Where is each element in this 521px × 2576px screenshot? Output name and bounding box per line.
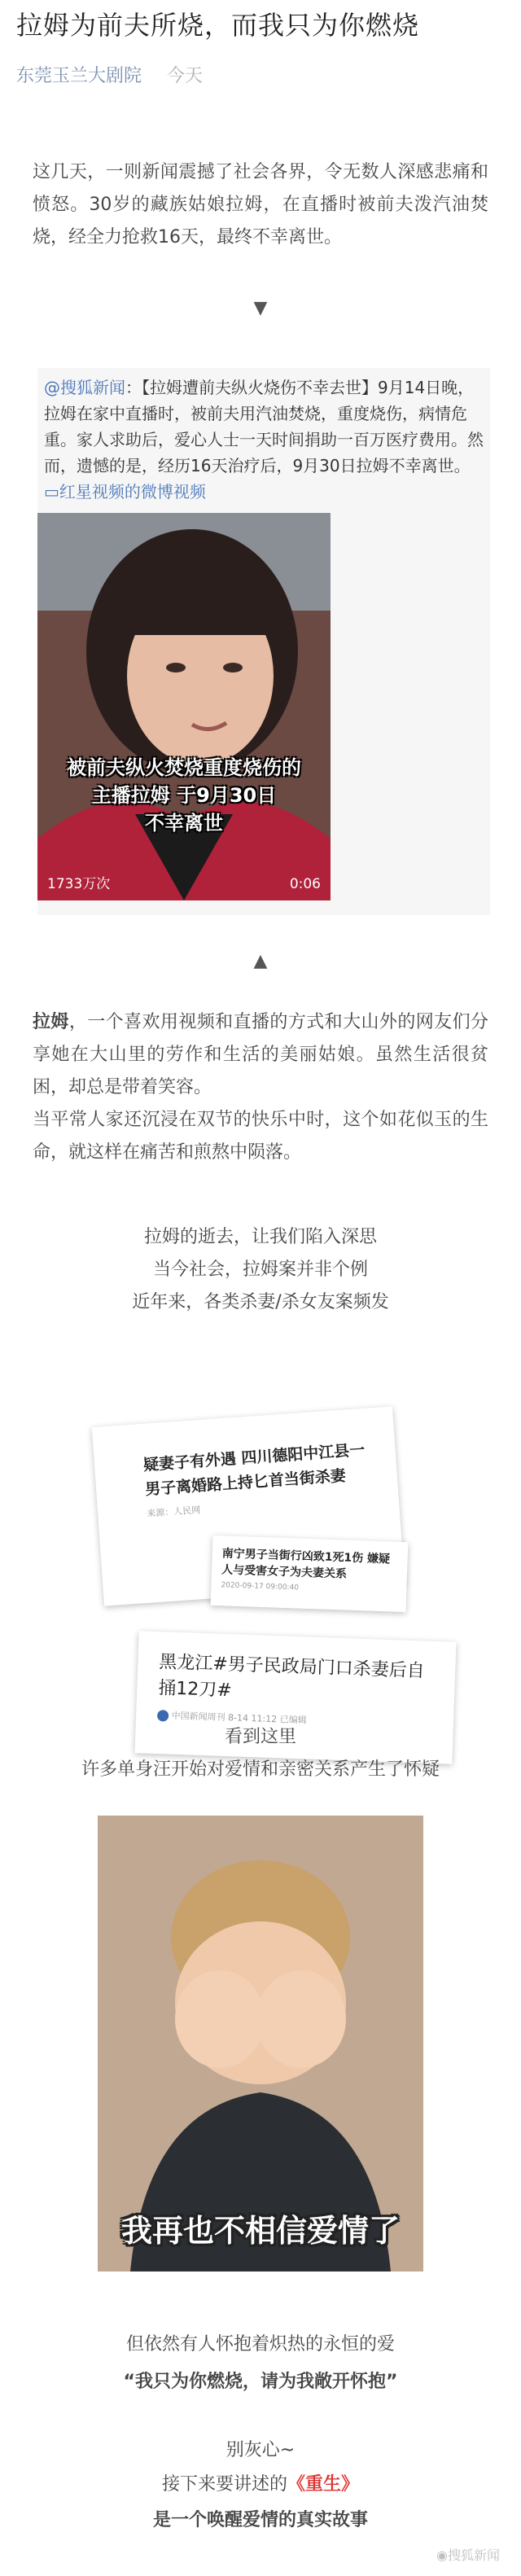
weibo-logo-icon: ◉ [436, 2548, 448, 2563]
news-clip-title: 南宁男子当街行凶致1死1伤 嫌疑人与受害女子为夫妻关系 [221, 1547, 391, 1581]
closing-text: 接下来要讲述的 [161, 2474, 287, 2495]
weibo-source-link[interactable]: @搜狐新闻 [44, 378, 125, 397]
news-avatar-icon [157, 1710, 169, 1721]
arrow-up-icon: ▲ [253, 951, 268, 971]
closing-line-1: 但依然有人怀抱着炽热的永恒的爱 [125, 2334, 395, 2355]
story-title: 《重生》 [287, 2474, 360, 2495]
watermark-text: 搜狐新闻 [447, 2548, 500, 2563]
meme-image [98, 1816, 423, 2272]
reflection-block [0, 1221, 521, 1319]
arrow-down-icon: ▼ [253, 298, 268, 318]
crying-child-illustration [98, 1816, 423, 2272]
meme-caption: 我再也不相信爱情了 [120, 2213, 400, 2249]
news-clip-title: 疑妻子有外遇 四川德阳中江县一男子离婚路上持匕首当街杀妻 [142, 1440, 366, 1499]
video-player[interactable] [37, 513, 331, 900]
article-meta [16, 62, 203, 87]
after-news-line: 许多单身汪开始对爱情和亲密关系产生了怀疑 [81, 1759, 440, 1780]
reflection-line: 当今社会，拉姆案并非个例 [152, 1260, 368, 1280]
news-clip-source: 2020-09-17 09:00:40 [221, 1581, 300, 1592]
closing-line-2: “我只为你燃烧，请为我敞开怀抱” [123, 2372, 398, 2392]
article-title: 拉姆为前夫所烧，而我只为你燃烧 [16, 10, 420, 41]
video-caption-line: 主播拉姆 于9月30日 [91, 784, 277, 807]
author-link[interactable]: 东莞玉兰大剧院 [16, 66, 142, 86]
closing-line-5: 是一个唤醒爱情的真实故事 [152, 2510, 368, 2530]
closing-line-4 [0, 2470, 521, 2495]
reflection-line: 近年来，各类杀妻/杀女友案频发 [132, 1292, 389, 1312]
body-paragraph-2: 当平常人家还沉浸在双节的快乐中时，这个如花似玉的生命，就这样在痛苦和煎熬中陨落。 [33, 1110, 488, 1163]
closing-line-3: 别灰心~ [225, 2440, 296, 2460]
after-news-line: 看到这里 [224, 1727, 296, 1747]
weibo-body: ：【拉姆遭前夫纵火烧伤不幸去世】9月14日晚，拉姆在家中直播时，被前夫用汽油焚烧，重度烧伤，病情危重。家人求助后，爱心人士一天时间捐助一百万医疗费用。然而，遗憾的是，经历16天治疗后，9月30日拉姆不幸离世。 [44, 378, 484, 475]
video-link[interactable]: ▭红星视频的微博视频 [44, 482, 206, 502]
video-caption [37, 754, 331, 837]
body-text: ，一个喜欢用视频和直播的方式和大山外的网友们分享她在大山里的劳作和生活的美丽姑娘。虽然生活很贫困，却总是带着笑容。 [33, 1012, 488, 1097]
video-duration: 0:06 [289, 876, 321, 892]
watermark [436, 2545, 500, 2564]
weibo-text [37, 368, 490, 505]
news-clip-source: 来源：人民网 [146, 1505, 201, 1519]
news-clip-title: 黑龙江#男子民政局门口杀妻后自捅12刀# [157, 1652, 426, 1702]
video-caption-line: 被前夫纵火焚烧重度烧伤的 [67, 756, 301, 779]
video-thumbnail [37, 513, 331, 900]
reflection-line: 拉姆的逝去，让我们陷入深思 [143, 1227, 377, 1247]
body-paragraph-1 [33, 1006, 488, 1104]
video-caption-line: 不幸离世 [145, 812, 223, 835]
after-news-block [0, 1721, 521, 1786]
news-clip-2 [211, 1536, 409, 1612]
video-views: 1733万次 [47, 876, 111, 892]
publish-time: 今天 [167, 66, 204, 86]
body-name: 拉姆 [33, 1012, 69, 1032]
intro-paragraph: 这几天，一则新闻震撼了社会各界，令无数人深感悲痛和愤怒。30岁的藏族姑娘拉姆，在直播时被前夫泼汽油焚烧，经全力抢救16天，最终不幸离世。 [33, 162, 488, 248]
news-clip-source-text: 中国新闻周刊 8-14 11:12 已编辑 [171, 1710, 307, 1726]
